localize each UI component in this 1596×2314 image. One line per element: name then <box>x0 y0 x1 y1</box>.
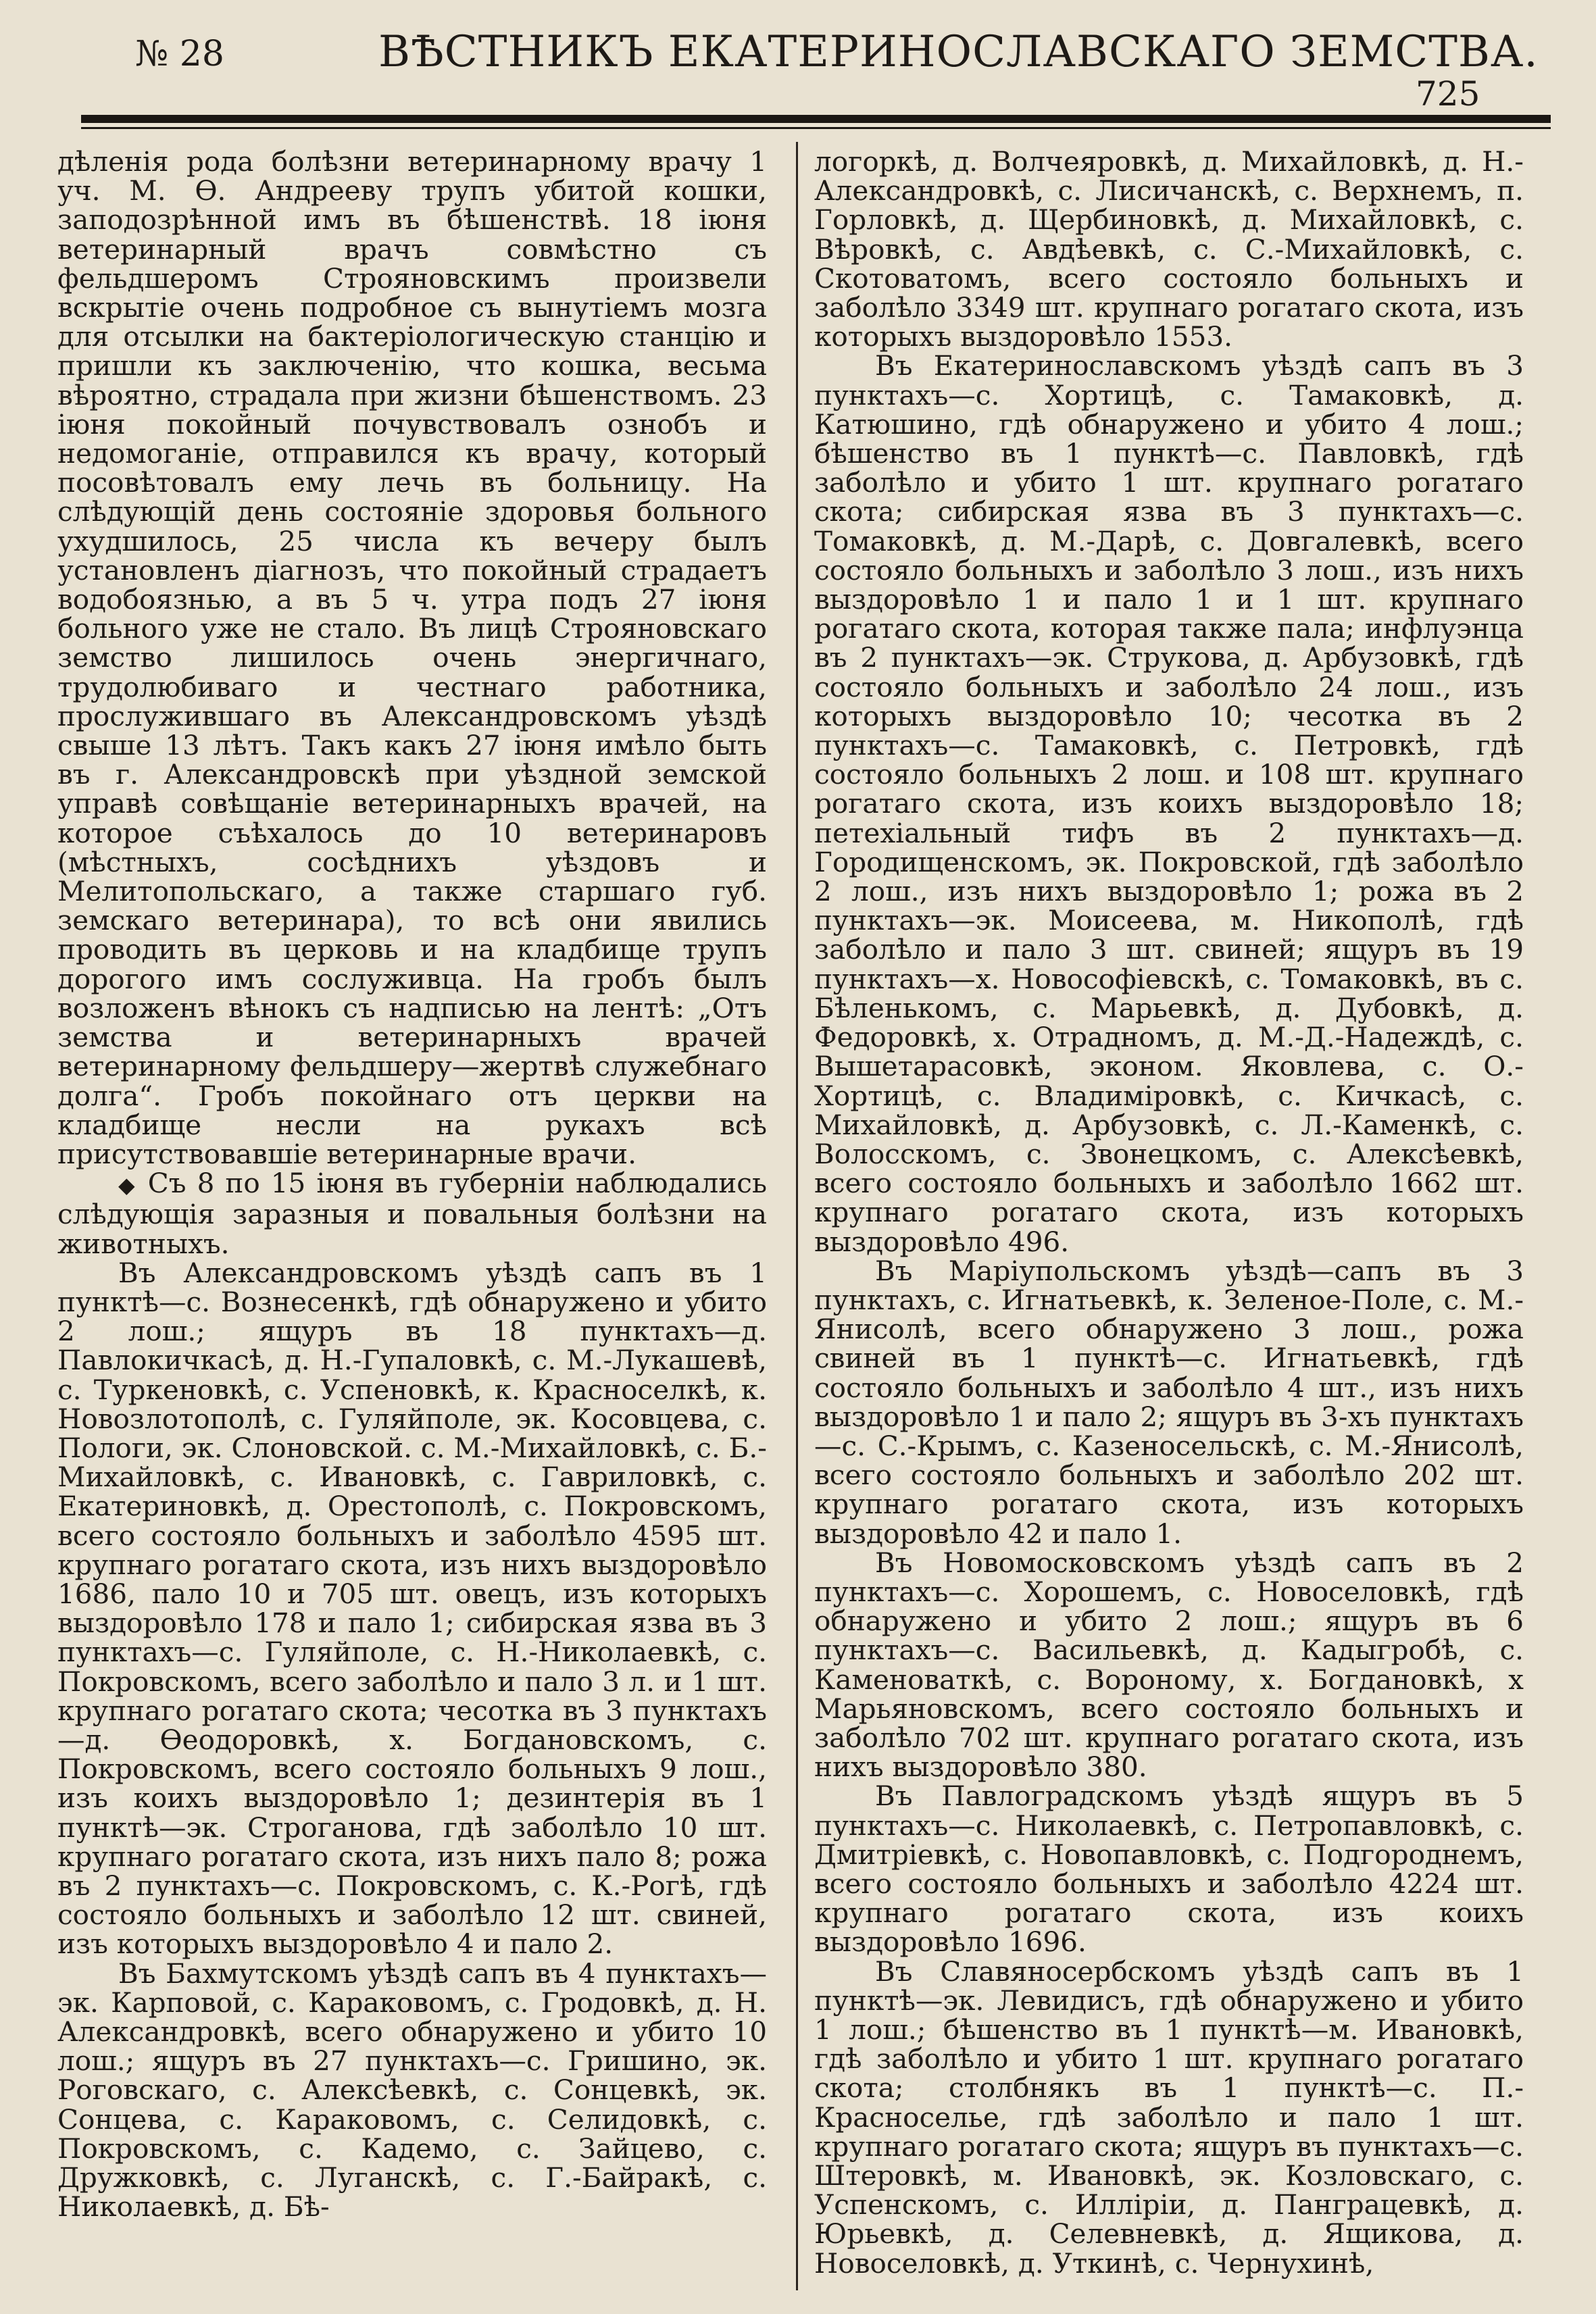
header-rule-thick <box>81 115 1551 123</box>
page-header <box>0 0 1596 155</box>
left-paragraph-2-text: Съ 8 по 15 іюня въ губерніи наблюдались слѣдующія заразныя и повальныя болѣзни на животныхъ. <box>57 1167 767 1260</box>
page-number: 725 <box>1416 74 1480 114</box>
left-paragraph-1: дѣленія рода болѣзни ветеринарному врачу 1 уч. М. Ѳ. Андрееву трупъ убитой кошки, заподозрѣнной имъ въ бѣшенствѣ. 18 іюня ветеринарный врачъ совмѣстно съ фельдшеромъ Строяновскимъ произвели вскрытіе очень подробное съ вынутіемъ мозга для отсылки на бактеріологическую станцію и пришли къ заключенію, что кошка, весьма вѣроятно, страдала при жизни бѣшенствомъ. 23 іюня покойный почувствовалъ ознобъ и недомоганіе, отправился къ врачу, который посовѣтовалъ ему лечь въ больницу. На слѣдующій день состояніе здоровья больного ухудшилось, 25 числа къ вечеру былъ установленъ діагнозъ, что покойный страдаетъ водобоязнью, а въ 5 ч. утра подъ 27 іюня больного уже не стало. Въ лицѣ Строяновскаго земство лишилось очень энергичнаго, трудолюбиваго и честнаго работника, прослужившаго въ Александровскомъ уѣздѣ свыше 13 лѣтъ. Такъ какъ 27 іюня имѣло быть въ г. Александровскѣ при уѣздной земской управѣ совѣщаніе ветеринарныхъ врачей, на которое съѣхалось до 10 ветеринаровъ (мѣстныхъ, сосѣднихъ уѣздовъ и Мелитопольскаго, а также старшаго губ. земскаго ветеринара), то всѣ они явились проводить въ церковь и на кладбище трупъ дорогого имъ сослуживца. На гробъ былъ возложенъ вѣнокъ съ надписью на лентѣ: „Отъ земства и ветеринарныхъ врачей ветеринарному фельдшеру—жертвѣ служебнаго долга“. Гробъ покойнаго отъ церкви на кладбище несли на рукахъ всѣ присутствовавшіе ветеринарные врачи. <box>57 147 767 1170</box>
right-column <box>814 147 1524 2296</box>
left-column <box>57 147 767 2296</box>
right-paragraph-6: Въ Славяносербскомъ уѣздѣ сапъ въ 1 пунктѣ—эк. Левидисъ, гдѣ обнаружено и убито 1 лош.; бѣшенство въ 1 пунктѣ—м. Ивановкѣ, гдѣ заболѣло и убито 1 шт. крупнаго рогатаго скота; столбнякъ въ 1 пунктѣ—с. П.-Красноселье, гдѣ заболѣло и пало 1 шт. крупнаго рогатаго скота; ящуръ въ пунктахъ—с. Штеровкѣ, м. Ивановкѣ, эк. Козловскаго, с. Успенскомъ, с. Илліріи, д. Панграцевкѣ, д. Юрьевкѣ, д. Селевневкѣ, д. Ящикова, д. Новоселовкѣ, д. Уткинѣ, с. Чернухинѣ, <box>814 1955 1524 2280</box>
right-paragraph-3: Въ Маріупольскомъ уѣздѣ—сапъ въ 3 пунктахъ, с. Игнатьевкѣ, к. Зеленое-Поле, с. М.-Янисолѣ, всего обнаружено 3 лош., рожа свиней въ 1 пунктѣ—с. Игнатьевкѣ, гдѣ состояло больныхъ и заболѣло 4 шт., изъ нихъ выздоровѣло 1 и пало 2; ящуръ въ 3-хъ пунктахъ—с. С.-Крымъ, с. Казеносельскѣ, с. М.-Янисолѣ, всего состояло больныхъ и заболѣло 202 шт. крупнаго рогатаго скота, изъ которыхъ выздоровѣло 42 и пало 1. <box>814 1254 1524 1550</box>
issue-number: № 28 <box>135 34 224 74</box>
right-paragraph-1: логоркѣ, д. Волчеяровкѣ, д. Михайловкѣ, д. Н.-Александровкѣ, с. Лисичанскѣ, с. Верхнемъ, п. Горловкѣ, д. Щербиновкѣ, д. Михайловкѣ, с. Вѣровкѣ, с. Авдѣевкѣ, с. С.-Михайловкѣ, с. Скотоватомъ, всего состояло больныхъ и заболѣло 3349 шт. крупнаго рогатаго скота, изъ которыхъ выздоровѣло 1553. <box>814 147 1524 353</box>
journal-title: ВѢСТНИКЪ ЕКАТЕРИНОСЛАВСКАГО ЗЕМСТВА. <box>378 27 1539 77</box>
left-paragraph-2 <box>57 1169 767 1259</box>
right-paragraph-4: Въ Новомосковскомъ уѣздѣ сапъ въ 2 пунктахъ—с. Хорошемъ, с. Новоселовкѣ, гдѣ обнаружено и убито 2 лош.; ящуръ въ 6 пунктахъ—с. Васильевкѣ, д. Кадыгробѣ, с. Каменоваткѣ, с. Вороному, х. Богдановкѣ, х Марьяновскомъ, всего состояло больныхъ и заболѣло 702 шт. крупнаго рогатаго скота, изъ нихъ выздоровѣло 380. <box>814 1546 1524 1784</box>
ornament-bullet-icon: ◆ <box>118 1172 137 1199</box>
right-paragraph-5: Въ Павлоградскомъ уѣздѣ ящуръ въ 5 пунктахъ—с. Николаевкѣ, с. Петропавловкѣ, с. Дмитріевкѣ, с. Новопавловкѣ, с. Подгороднемъ, всего состояло больныхъ и заболѣло 4224 шт. крупнаго рогатаго скота, изъ коихъ выздоровѣло 1696. <box>814 1780 1524 1959</box>
left-paragraph-3: Въ Александровскомъ уѣздѣ сапъ въ 1 пунктѣ—с. Вознесенкѣ, гдѣ обнаружено и убито 2 лош.; ящуръ въ 18 пунктахъ—д. Павлокичкасѣ, д. Н.-Гупаловкѣ, с. М.-Лукашевѣ, с. Туркеновкѣ, с. Успеновкѣ, к. Красноселкѣ, к. Новозлотополѣ, с. Гуляйполе, эк. Косовцева, с. Пологи, эк. Слоновской. с. М.-Михайловкѣ, с. Б.-Михайловкѣ, с. Ивановкѣ, с. Гавриловкѣ, с. Екатериновкѣ, д. Орестополѣ, с. Покровскомъ, всего состояло больныхъ и заболѣло 4595 шт. крупнаго рогатаго скота, изъ нихъ выздоровѣло 1686, пало 10 и 705 шт. овецъ, изъ которыхъ выздоровѣло 178 и пало 1; сибирская язва въ 3 пунктахъ—с. Гуляйполе, с. Н.-Николаевкѣ, с. Покровскомъ, всего заболѣло и пало 3 л. и 1 шт. крупнаго рогатаго скота; чесотка въ 3 пунктахъ—д. Ѳеодоровкѣ, х. Богдановскомъ, с. Покровскомъ, всего состояло больныхъ 9 лош., изъ коихъ выздоровѣло 1; дезинтерія въ 1 пунктѣ—эк. Строганова, гдѣ заболѣло 10 шт. крупнаго рогатаго скота, изъ нихъ пало 8; рожа въ 2 пунктахъ—с. Покровскомъ, с. К.-Рогѣ, гдѣ состояло больныхъ и заболѣло 12 шт. свиней, изъ которыхъ выздоровѣло 4 и пало 2. <box>57 1256 767 1961</box>
column-divider <box>796 142 798 2290</box>
header-rule-thin <box>81 127 1551 129</box>
left-paragraph-4: Въ Бахмутскомъ уѣздѣ сапъ въ 4 пунктахъ—эк. Карповой, с. Караковомъ, с. Гродовкѣ, д. Н. Александровкѣ, всего обнаружено и убито 10 лош.; ящуръ въ 27 пунктахъ—с. Гришино, эк. Роговскаго, с. Алексѣевкѣ, с. Сонцевкѣ, эк. Сонцева, с. Караковомъ, с. Селидовкѣ, с. Покровскомъ, с. Кадемо, с. Зайцево, с. Дружковкѣ, с. Луганскѣ, с. Г.-Байракѣ, с. Николаевкѣ, д. Бѣ- <box>57 1957 767 2223</box>
right-paragraph-2: Въ Екатеринославскомъ уѣздѣ сапъ въ 3 пунктахъ—с. Хортицѣ, с. Тамаковкѣ, д. Катюшино, гдѣ обнаружено и убито 4 лош.; бѣшенство въ 1 пунктѣ—с. Павловкѣ, гдѣ заболѣло и убито 1 шт. крупнаго рогатаго скота; сибирская язва въ 3 пунктахъ—с. Томаковкѣ, д. М.-Дарѣ, с. Довгалевкѣ, всего состояло больныхъ и заболѣло 3 лош., изъ нихъ выздоровѣло 1 и пало 1 и 1 шт. крупнаго рогатаго скота, которая также пала; инфлуэнца въ 2 пунктахъ—эк. Струкова, д. Арбузовкѣ, гдѣ состояло больныхъ и заболѣло 24 лош., изъ которыхъ выздоровѣло 10; чесотка въ 2 пунктахъ—с. Тамаковкѣ, с. Петровкѣ, гдѣ состояло больныхъ 2 лош. и 108 шт. крупнаго рогатаго скота, изъ коихъ выздоровѣло 18; петехіальный тифъ въ 2 пунктахъ—д. Городищенскомъ, эк. Покровской, гдѣ заболѣло 2 лош., изъ нихъ выздоровѣло 1; рожа въ 2 пунктахъ—эк. Моисеева, м. Никополѣ, гдѣ заболѣло и пало 3 шт. свиней; ящуръ въ 19 пунктахъ—х. Новософіевскѣ, с. Томаковкѣ, въ с. Бѣленькомъ, с. Марьевкѣ, д. Дубовкѣ, д. Федоровкѣ, х. Отрадномъ, д. М.-Д.-Надеждѣ, с. Вышетарасовкѣ, эконом. Яковлева, с. О.-Хортицѣ, с. Владиміровкѣ, с. Кичкасѣ, с. Михайловкѣ, д. Арбузовкѣ, с. Л.-Каменкѣ, с. Волосскомъ, с. Звонецкомъ, с. Алексѣевкѣ, всего состояло больныхъ и заболѣло 1662 шт. крупнаго рогатаго скота, изъ которыхъ выздоровѣло 496. <box>814 349 1524 1258</box>
